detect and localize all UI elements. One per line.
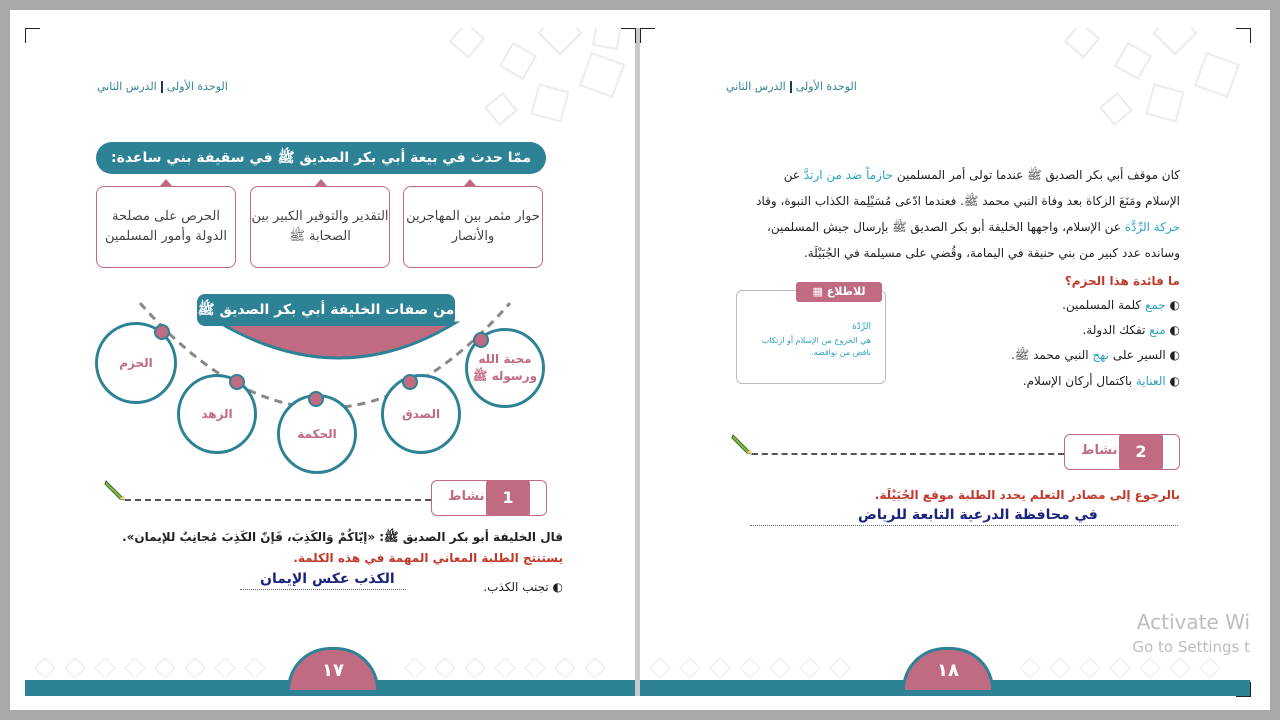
page-number: ١٧ (287, 647, 379, 690)
activation-watermark-title: Activate Wi (1136, 610, 1250, 634)
activity-divider (125, 499, 431, 501)
bayah-box-interest: الحرص على مصلحة الدولة وأمور المسلمين (96, 186, 236, 268)
trait-truth: الصدق (381, 374, 461, 454)
benefit-text: كلمة المسلمين. (1062, 298, 1145, 312)
activity-instruction: بالرجوع إلى مصادر التعلم يحدد الطلبة موقع الجُبَيْلَة. (874, 488, 1180, 502)
bayah-title: ممّا حدث في بيعة أبي بكر الصديق ﷺ في سقيفة بني ساعدة: (96, 142, 546, 174)
unit-label: الوحدة الأولى (795, 80, 857, 93)
pointer (160, 179, 172, 186)
lesson-label: الدرس الثاني (97, 80, 157, 93)
benefit-text: تفكك الدولة. (1082, 323, 1150, 337)
trait-firmness: الحزم (95, 322, 177, 404)
activity-number: 2 (1119, 434, 1163, 470)
page-17 (25, 28, 635, 696)
info-note (736, 290, 886, 384)
benefit-item: ◐ السير على نهج النبي محمد ﷺ. (1010, 348, 1180, 362)
handwritten-answer: الكذب عكس الإيمان (260, 571, 395, 587)
crop-mark (1236, 28, 1251, 43)
unit-label: الوحدة الأولى (166, 80, 228, 93)
trait-wisdom: الحكمة (277, 394, 357, 474)
quote-text: قال الخليفة أبو بكر الصديق ﷺ: «إيّاكُمْ وَالكَذِبَ، فَإنّ الكَذِبَ مُجانِبٌ للإيمان». (122, 530, 563, 544)
question-text: ما فائدة هذا الحزم؟ (1064, 274, 1180, 288)
benefit-text: السير على (1109, 348, 1166, 362)
page-number: ١٨ (902, 647, 994, 690)
activity-1-badge (431, 480, 547, 516)
traits-title: من صفات الخليفة أبي بكر الصديق ﷺ (197, 294, 455, 326)
bullet-text: تجنب الكذب. (483, 580, 549, 594)
lesson-header (97, 80, 228, 93)
note-tag (796, 282, 882, 302)
connector-dot (154, 324, 170, 340)
decorative-pattern (1010, 28, 1250, 148)
text-span: عن الإسلام، واجهها الخليفة أبو بكر الصديق ﷺ بإرسال جيش المسلمين، (766, 220, 1125, 234)
crop-mark (1236, 682, 1251, 697)
pointer (464, 179, 476, 186)
activity-number: 1 (486, 480, 530, 516)
activity-divider (752, 453, 1064, 455)
decorative-pattern (395, 28, 635, 148)
text-span: عن (783, 168, 804, 182)
lesson-label: الدرس الثاني (726, 80, 786, 93)
activity-2-badge (1064, 434, 1180, 470)
pointer (315, 179, 327, 186)
paragraph-line-4: وسانده عدد كبير من بني حنيفة في اليمامة، وقُضي على مسيلمة في الجُبَيْلَة. (803, 246, 1180, 260)
benefit-text: باكتمال أركان الإسلام. (1022, 374, 1136, 388)
connector-dot (473, 332, 489, 348)
page-18 (640, 28, 1250, 696)
note-definition: هي الخروج من الإسلام أو ارتكاب ناقض من نواقضه. (761, 336, 871, 357)
connector-dot (402, 374, 418, 390)
handwritten-answer: في محافظة الدرعية التابعة للرياض (858, 507, 1098, 523)
answer-line (240, 589, 406, 590)
crop-mark (25, 28, 40, 43)
activation-watermark-subtitle: Go to Settings t (1132, 638, 1250, 656)
bayah-box-respect: التقدير والتوقير الكبير بين الصحابة ﷺ (250, 186, 390, 268)
main-paragraph (710, 162, 1180, 266)
highlight-ridda: حركة الرِّدَّة (1124, 220, 1180, 234)
benefit-key: نهج (1092, 348, 1109, 362)
benefit-item: ◐ منع تفكك الدولة. (1082, 323, 1180, 337)
activity-instruction: يستنتج الطلبة المعاني المهمة في هذه الكلمة. (293, 551, 563, 565)
paragraph-line-3 (710, 214, 1180, 240)
connector-dot (229, 374, 245, 390)
paragraph-line-1 (710, 162, 1180, 188)
crop-mark (640, 28, 655, 43)
paragraph-line-2: الإسلام ومَنَعَ الزكاة بعد وفاة النبي محمد ﷺ. فعندما ادّعى مُسَيْلِمة الكذاب النبوة، وقاد (756, 194, 1180, 208)
activity-label: نشاط (448, 489, 485, 504)
crop-mark (621, 28, 636, 43)
book-icon: ▦ (812, 285, 823, 298)
benefit-key: منع (1149, 323, 1166, 337)
benefit-key: جمع (1144, 298, 1166, 312)
note-tag-label: للاطلاع (826, 285, 866, 298)
bullet-item: ◐ تجنب الكذب. (483, 580, 563, 594)
lesson-header (726, 80, 857, 93)
benefit-text: النبي محمد ﷺ. (1010, 348, 1093, 362)
benefit-item: ◐ جمع كلمة المسلمين. (1062, 298, 1180, 312)
answer-line (750, 525, 1178, 526)
bayah-box-dialogue: حوار مثمر بين المهاجرين والأنصار (403, 186, 543, 268)
benefit-item: ◐ العناية باكتمال أركان الإسلام. (1022, 374, 1180, 388)
activity-label: نشاط (1081, 443, 1118, 458)
connector-dot (308, 391, 324, 407)
benefit-key: العناية (1135, 374, 1166, 388)
note-term: الرِّدّة (852, 322, 871, 332)
text-span: كان موقف أبي بكر الصديق ﷺ عندما تولى أمر المسلمين (893, 168, 1180, 182)
trait-asceticism: الزهد (177, 374, 257, 454)
trait-love: محبة الله ورسوله ﷺ (465, 328, 545, 408)
highlight-firm: حازماً ضد من ارتدَّ (803, 168, 894, 182)
